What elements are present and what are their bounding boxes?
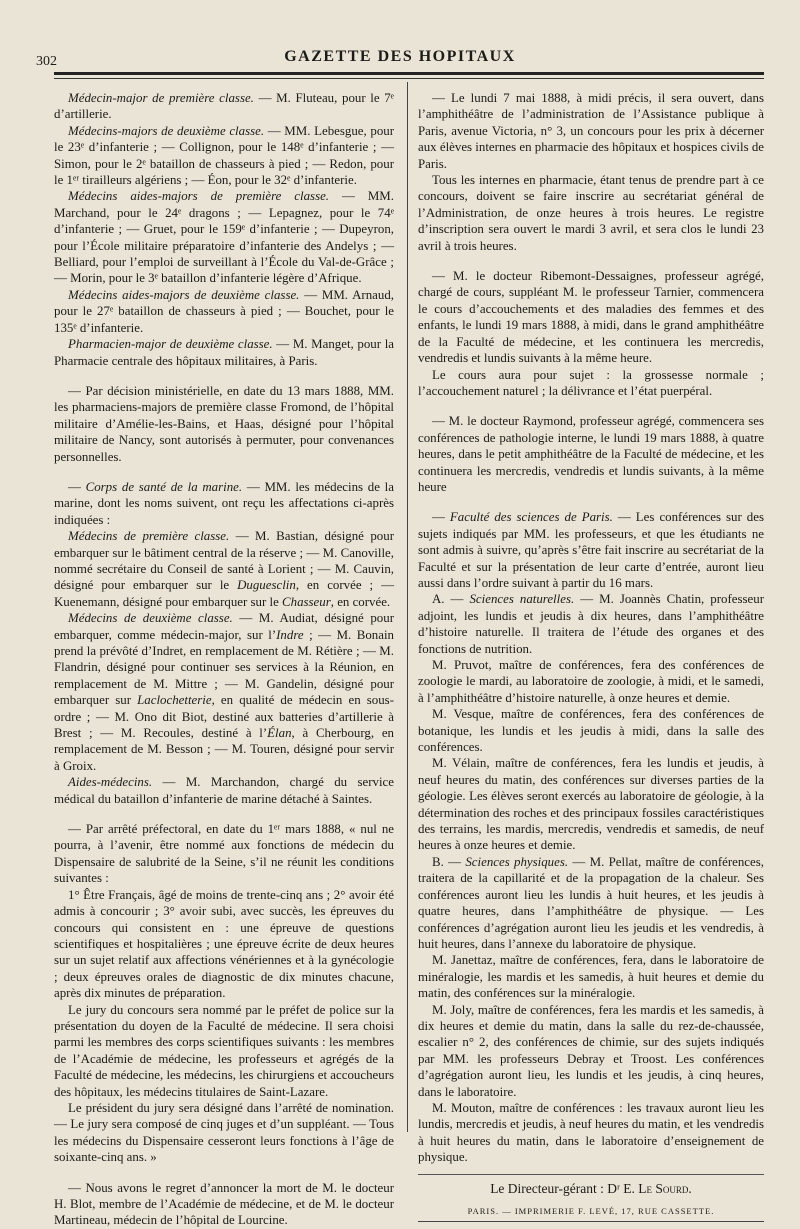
paragraph: 1° Être Français, âgé de moins de trente-cinq ans ; 2° avoir été admis à concourir ; 3° avoir subi, avec succès, les épreuves du concours qui consistent en : une épreuve de questions scientifiques et hospitalières ; une épreuve écrite de deux heures sur un sujet relatif aux affections vénériennes et à la gynécologie ; deux épreuves orales de diagnostic de dix minutes chacune, après dix minutes de préparation. [54, 887, 394, 1001]
paragraph: Le cours aura pour sujet : la grossesse normale ; l’accouchement naturel ; la délivrance et l’état puerpéral. [418, 367, 764, 398]
paragraph: — M. le docteur Ribemont-Dessaignes, professeur agrégé, chargé de cours, suppléant M. le professeur Tarnier, commencera le cours d’accouchements et des maladies des femmes et des enfants, le lundi 19 mars 1888, à midi, dans le grand amphithéâtre de la Faculté de médecine, et les continuera les mercredis, vendredis et lundis suivants à la même heure. [418, 269, 764, 366]
end-rule [418, 1221, 764, 1222]
left-column [54, 90, 394, 1229]
paragraph: — Faculté des sciences de Paris. — Les conférences sur des sujets indiqués par MM. les professeurs, et que les étudiants ne sont admis à suivre, qu’après s’être fait inscrire au secrétariat de la Faculté et sur la présentation de leur carte d’entrée, auront lieu aussi dans l’ordre suivant à partir du 16 mars. [418, 510, 764, 590]
paragraph: M. Joly, maître de conférences, fera les mardis et les samedis, à dix heures et demie du matin, dans la salle du rez-de-chaussée, escalier n° 2, des conférences de chimie, sur des sujets indiqués par MM. les professeurs Debray et Troost. Les conférences d’agrégation auront lieu, les lundis et les jeudis, à cinq heures, dans le laboratoire. [418, 1002, 764, 1099]
paragraph: — Par décision ministérielle, en date du 13 mars 1888, MM. les pharmaciens-majors de première classe Fromond, de l’hôpital militaire d’Amélie-les-Bains, et Haas, désigné pour l’hôpital militaire de Nancy, sont autorisés à permuter, pour convenances personnelles. [54, 383, 394, 464]
paragraph: M. Mouton, maître de conférences : les travaux auront lieu les lundis, mercredis et jeudis, à neuf heures du matin, et les vendredis à huit heures du matin, dans le laboratoire d’enseignement de physique. [418, 1100, 764, 1165]
paragraph: Pharmacien-major de deuxième classe. — M. Manget, pour la Pharmacie centrale des hôpitaux militaires, à Paris. [54, 337, 394, 368]
paragraph: Le président du jury sera désigné dans l’arrêté de nomination. — Le jury sera composé de cinq juges et d’un suppléant. — Tous les médecins du Dispensaire cesseront leurs fonctions à l’âge de soixante-cinq ans. » [54, 1100, 394, 1165]
paragraph: B. — Sciences physiques. — M. Pellat, maître de conférences, traitera de la capillarité et de la propagation de la chaleur. Ses conférences auront lieu les lundis à huit heures, et les jeudis à quatre heures, dans l’amphithéâtre de physique. — Les conférences d’agrégation auront lieu les jeudis et les vendredis, à huit heures, dans l’annexe du laboratoire de physique. [418, 854, 764, 951]
paragraph: M. Vesque, maître de conférences, fera des conférences de botanique, les lundis et les jeudis à midi, dans la salle des conférences. [418, 707, 764, 755]
paragraph: M. Pruvot, maître de conférences, fera des conférences de zoologie le mardi, au laboratoire de zoologie, à midi, et le samedi, à l’amphithéâtre d’histoire naturelle, à onze heures et demie. [418, 658, 764, 705]
right-column [418, 90, 764, 1222]
paragraph: Médecins aides-majors de première classe. — MM. Marchand, pour le 24ᵉ dragons ; — Lepagnez, pour le 74ᵉ d’infanterie ; — Gruet, pour le 159ᵉ d’infanterie ; — Dupeyron, pour l’École militaire préparatoire d’infanterie des Andelys ; — Belliard, pour l’emploi de surveillant à l’École du Val-de-Grâce ; — Morin, pour le 3ᵉ bataillon d’infanterie légère d’Afrique. [54, 189, 394, 286]
paragraph: — Par arrêté préfectoral, en date du 1ᵉʳ mars 1888, « nul ne pourra, à l’avenir, être nommé aux fonctions de médecin du Dispensaire de salubrité de la Seine, s’il ne réunit les conditions suivantes : [54, 822, 394, 886]
separator-rule [418, 1174, 764, 1175]
column-divider [407, 82, 408, 1132]
printer-imprint: PARIS. — IMPRIMERIE F. LEVÉ, 17, RUE CASSETTE. [467, 1206, 715, 1216]
paragraph: — M. le docteur Raymond, professeur agrégé, commencera ses conférences de pathologie interne, le lundi 19 mars 1888, à quatre heures, dans le petit amphithéâtre de la Faculté de médecine, et les continuera les mercredis, vendredis et lundis suivants, à la même heure [418, 414, 764, 494]
paragraph: Médecins de deuxième classe. — M. Audiat, désigné pour embarquer, comme médecin-major, sur l’Indre ; — M. Bonain prend la prévôté d’Indret, en remplacement de M. Rétière ; — M. Flandrin, désigné pour continuer ses services à la Réunion, en remplacement de M. Mittre ; — M. Gandelin, désigné pour embarquer sur Laclochetterie, en qualité de médecin en sous-ordre ; — M. Ono dit Biot, destiné aux batteries d’artillerie à Brest ; — M. Recoules, destiné à l’Élan, à Cherbourg, en remplacement de M. Besson ; — M. Touren, désigné pour servir à Groix. [54, 611, 394, 773]
header-rule-thin [54, 78, 764, 79]
paragraph: Médecin-major de première classe. — M. Fluteau, pour le 7ᵉ d’artillerie. [54, 91, 394, 122]
paragraph: M. Vélain, maître de conférences, fera les lundis et jeudis, à neuf heures du matin, des conférences sur diverses parties de la géologie. Les élèves seront exercés au laboratoire de géologie, à la détermination des roches et des principaux fossiles caractéristiques des terrains, les mardis, mercredis, vendredis et samedis, de neuf heures à onze heures et demie. [418, 756, 764, 853]
paragraph: — Le lundi 7 mai 1888, à midi précis, il sera ouvert, dans l’amphithéâtre de l’administration de l’Assistance publique à Paris, avenue Victoria, n° 3, un concours pour les prix à décerner aux élèves internes en pharmacie des hôpitaux et hospices civils de Paris. [418, 91, 764, 171]
paragraph: Tous les internes en pharmacie, étant tenus de prendre part à ce concours, doivent se faire inscrire au secrétariat général de l’Administration, de onze heures à trois heures. Le registre d’inscription sera ouvert le mardi 3 avril, et sera clos le lundi 23 avril à trois heures. [418, 173, 764, 253]
page-number: 302 [36, 54, 57, 69]
paragraph: Aides-médecins. — M. Marchandon, chargé du service médical du bataillon d’infanterie de marine détaché à Saintes. [54, 775, 394, 806]
paragraph: M. Janettaz, maître de conférences, fera, dans le laboratoire de minéralogie, les mardis et les samedis, à huit heures et demie du matin, des conférences sur la minéralogie. [418, 953, 764, 1001]
paragraph: — Nous avons le regret d’annoncer la mort de M. le docteur H. Blot, membre de l’Académie de médecine, et de M. le docteur Martineau, médecin de l’hôpital de Lourcine. [54, 1180, 394, 1228]
running-title: GAZETTE DES HOPITAUX [284, 48, 516, 65]
paragraph: Médecins aides-majors de deuxième classe. — MM. Arnaud, pour le 27ᵉ bataillon de chasseurs à pied ; — Bouchet, pour le 135ᵉ d’infanterie. [54, 287, 394, 335]
paragraph: Médecins de première classe. — M. Bastian, désigné pour embarquer sur le bâtiment central de la réserve ; — M. Canoville, nommé secrétaire du Conseil de santé à Lorient ; — M. Cauvin, désigné pour embarquer sur le Duguesclin, en corvée ; — Kuenemann, désigné pour embarquer sur le Chasseur, en corvée. [54, 529, 394, 609]
signature-line: Le Directeur-gérant : Dʳ E. Le Sourd. [490, 1180, 692, 1196]
paragraph: — Corps de santé de la marine. — MM. les médecins de la marine, dont les noms suivent, ont reçu les affectations ci-après indiquées : [54, 479, 394, 527]
paragraph: Médecins-majors de deuxième classe. — MM. Lebesgue, pour le 23ᵉ d’infanterie ; — Collignon, pour le 148ᵉ d’infanterie ; — Simon, pour le 2ᵉ bataillon de chasseurs à pied ; — Redon, pour le 1ᵉʳ tirailleurs algériens ; — Éon, pour le 32ᵉ d’infanterie. [54, 123, 395, 188]
paragraph: Le jury du concours sera nommé par le préfet de police sur la présentation du doyen de la Faculté de médecine. Il sera choisi parmi les membres des corps scientifiques suivants : les membres de l’Académie de médecine, les professeurs et agrégés de la Faculté de médecine, les médecins, les chirurgiens et accoucheurs des hôpitaux, les médecins titulaires de Saint-Lazare. [54, 1002, 394, 1099]
header-rule-thick [54, 72, 764, 75]
paragraph: A. — Sciences naturelles. — M. Joannès Chatin, professeur adjoint, les lundis et jeudis à dix heures, dans l’amphithéâtre d’histoire naturelle. Il traitera de l’étude des organes et des fonctions de nutrition. [418, 592, 764, 656]
